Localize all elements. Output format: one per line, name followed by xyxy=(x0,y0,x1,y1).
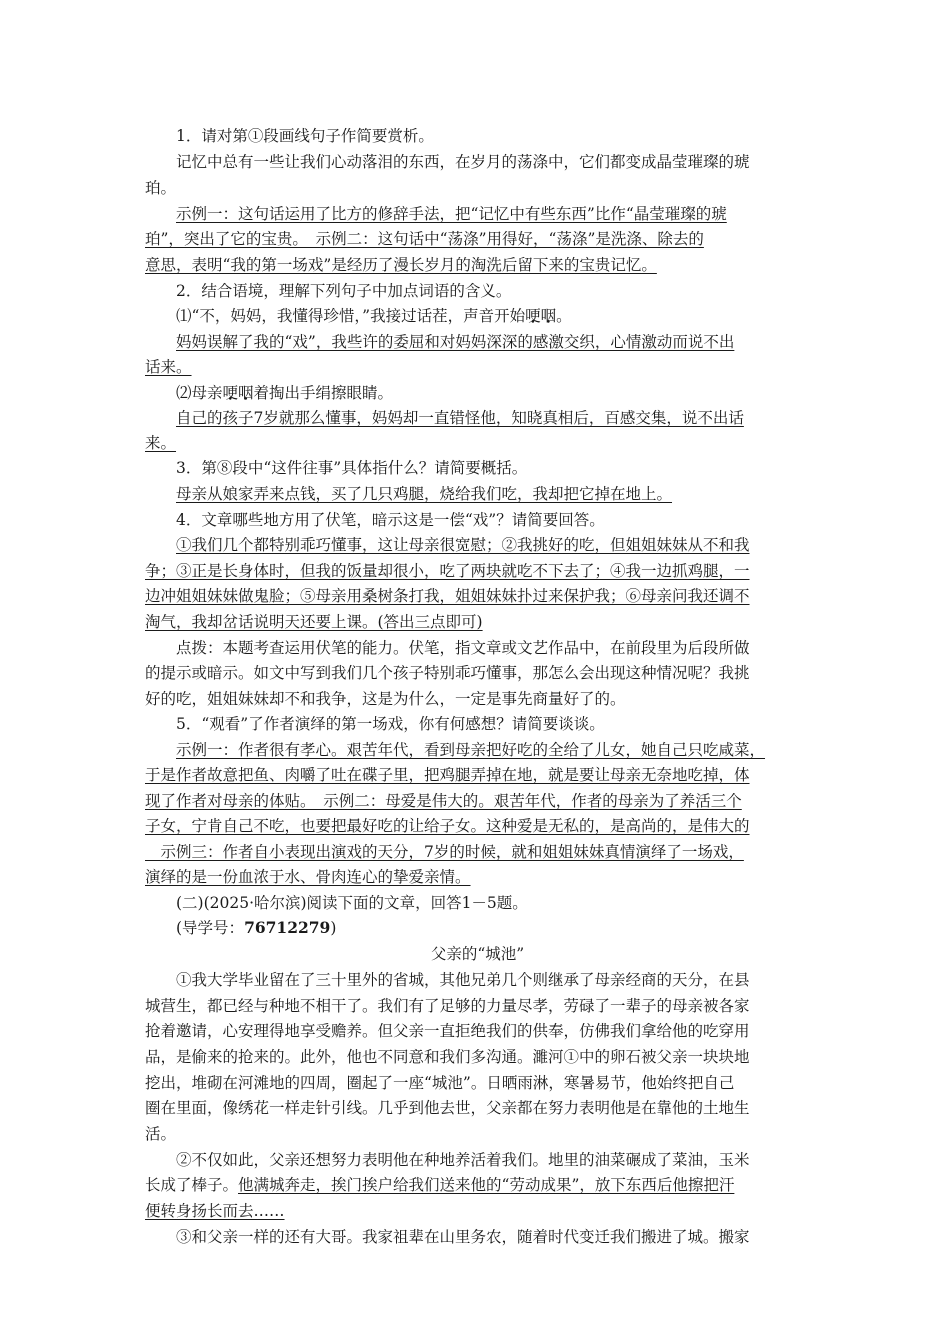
q1-title: 1．请对第①段画线句子作简要赏析。 xyxy=(176,127,434,145)
q5-answer-cont: 示例三：作者自小表现出演戏的天分，7岁的时候，就和姐姐妹妹真情演绎了一场戏， xyxy=(145,843,744,861)
q5-answer-cont: 子女，宁肯自己不吃，也要把最好吃的让给子女。这种爱是无私的，是高尚的，是伟大的 xyxy=(145,817,750,835)
q2-answer-2-cont: 来。 xyxy=(145,434,177,452)
section-intro: (二)(2025·哈尔滨)阅读下面的文章，回答1－5题。 xyxy=(176,894,528,912)
q2-sentence-1: ⑴“不，妈妈，我懂得珍惜，”我接过话茬，声音开始哽咽。 xyxy=(176,307,572,325)
article-line: 挖出，堆砌在河滩地的四周，圈起了一座“城池”。日晒雨淋，寒暑易节，他始终把自己 xyxy=(145,1074,735,1092)
article-paragraph: ①我大学毕业留在了三十里外的省城，其他兄弟几个则继承了母亲经商的天分，在县 xyxy=(176,971,750,989)
q2-title: 2．结合语境，理解下列句子中加点词语的含义。 xyxy=(176,282,512,300)
article-line: 便转身扬长而去…… xyxy=(145,1202,285,1220)
article-paragraph: ③和父亲一样的还有大哥。我家祖辈在山里务农，随着时代变迁我们搬进了城。搬家 xyxy=(176,1228,750,1246)
q2-answer-1-cont: 话来。 xyxy=(145,358,192,376)
q4-answer-cont: 边冲姐姐妹妹做鬼脸；⑤母亲用桑树条打我，姐姐妹妹扑过来保护我；⑥母亲问我还调不 xyxy=(145,587,750,605)
q5-answer-cont: 演绎的是一份血浓于水、骨肉连心的挚爱亲情。 xyxy=(145,868,471,886)
q4-answer-cont: 争；③正是长身体时，但我的饭量却很小，吃了两块就吃不下去了；④我一边抓鸡腿，一 xyxy=(145,562,750,580)
article-line: 圈在里面，像绣花一样走针引线。几乎到他去世，父亲都在努力表明他是在靠他的土地生 xyxy=(145,1099,750,1117)
q2-answer-2: 自己的孩子7岁就那么懂事，妈妈却一直错怪他，知晓真相后，百感交集，说不出话 xyxy=(176,409,744,427)
article-title: 父亲的“城池” xyxy=(430,945,525,963)
q1-answer: 示例一：这句话运用了比方的修辞手法，把“记忆中有些东西”比作“晶莹璀璨的琥 xyxy=(176,205,727,223)
q1-quote: 记忆中总有一些让我们心动落泪的东西，在岁月的荡涤中，它们都变成晶莹璀璨的琥 xyxy=(176,153,750,171)
article-line: 活。 xyxy=(145,1125,177,1143)
q4-answer: ①我们几个都特别乖巧懂事，这让母亲很宽慰；②我挑好的吃，但姐姐妹妹从不和我 xyxy=(176,536,750,554)
article-line: 城营生，都已经与种地不相干了。我们有了足够的力量尽孝，劳碌了一辈子的母亲被各家 xyxy=(145,997,750,1015)
article-line: 品，是偷来的抢来的。此外，他也不同意和我们多沟通。濉河①中的卵石被父亲一块块地 xyxy=(145,1048,750,1066)
q4-tip-cont: 的提示或暗示。如文中写到我们几个孩子特别乖巧懂事，那怎么会出现这种情况呢？我挑 xyxy=(145,664,750,682)
article-paragraph: ②不仅如此，父亲还想努力表明他在种地养活着我们。地里的油菜碾成了菜油，玉米 xyxy=(176,1151,750,1169)
q4-tip-cont: 好的吃，姐姐妹妹却不和我争，这是为什么，一定是事先商量好了的。 xyxy=(145,690,626,708)
guide-number: (导学号：76712279) xyxy=(176,918,337,937)
q2-sentence-2: ⑵母亲哽咽着掏出手绢擦眼睛。 xyxy=(176,384,394,402)
q1-answer-cont: 珀”，突出了它的宝贵。 示例二：这句话中“荡涤”用得好，“荡涤”是洗涤、除去的 xyxy=(145,230,704,248)
q2-answer-1: 妈妈误解了我的“戏”，我些许的委屈和对妈妈深深的感激交织，心情激动而说不出 xyxy=(176,333,735,351)
q4-tip: 点拨：本题考查运用伏笔的能力。伏笔，指文章或文艺作品中，在前段里为后段所做 xyxy=(176,639,750,657)
q4-title: 4．文章哪些地方用了伏笔，暗示这是一偿“戏”？请简要回答。 xyxy=(176,511,605,529)
q5-title: 5．“观看”了作者演绎的第一场戏，你有何感想？请简要谈谈。 xyxy=(176,715,605,733)
q1-answer-cont: 意思，表明“我的第一场戏”是经历了漫长岁月的淘洗后留下来的宝贵记忆。 xyxy=(145,256,657,274)
q1-quote-cont: 珀。 xyxy=(145,179,177,197)
q4-answer-cont: 淘气，我却岔话说明天还要上课。(答出三点即可) xyxy=(145,613,483,631)
q3-title: 3．第⑧段中“这件往事”具体指什么？请简要概括。 xyxy=(176,459,528,477)
article-line: 抢着邀请，心安理得地享受赡养。但父亲一直拒绝我们的供奉，仿佛我们拿给他的吃穿用 xyxy=(145,1022,750,1040)
article-line: 长成了棒子。他满城奔走，挨门挨户给我们送来他的“劳动成果”，放下东西后他擦把汗 xyxy=(145,1176,735,1194)
q5-answer-cont: 于是作者故意把鱼、肉嚼了吐在碟子里，把鸡腿弄掉在地，就是要让母亲无奈地吃掉，体 xyxy=(145,766,750,784)
q5-answer-cont: 现了作者对母亲的体贴。 示例二：母爱是伟大的。艰苦年代，作者的母亲为了养活三个 xyxy=(145,792,742,810)
q5-answer: 示例一：作者很有孝心。艰苦年代，看到母亲把好吃的全给了儿女，她自己只吃咸菜， xyxy=(176,741,766,759)
q3-answer: 母亲从娘家弄来点钱，买了几只鸡腿，烧给我们吃，我却把它掉在地上。 xyxy=(176,485,673,503)
